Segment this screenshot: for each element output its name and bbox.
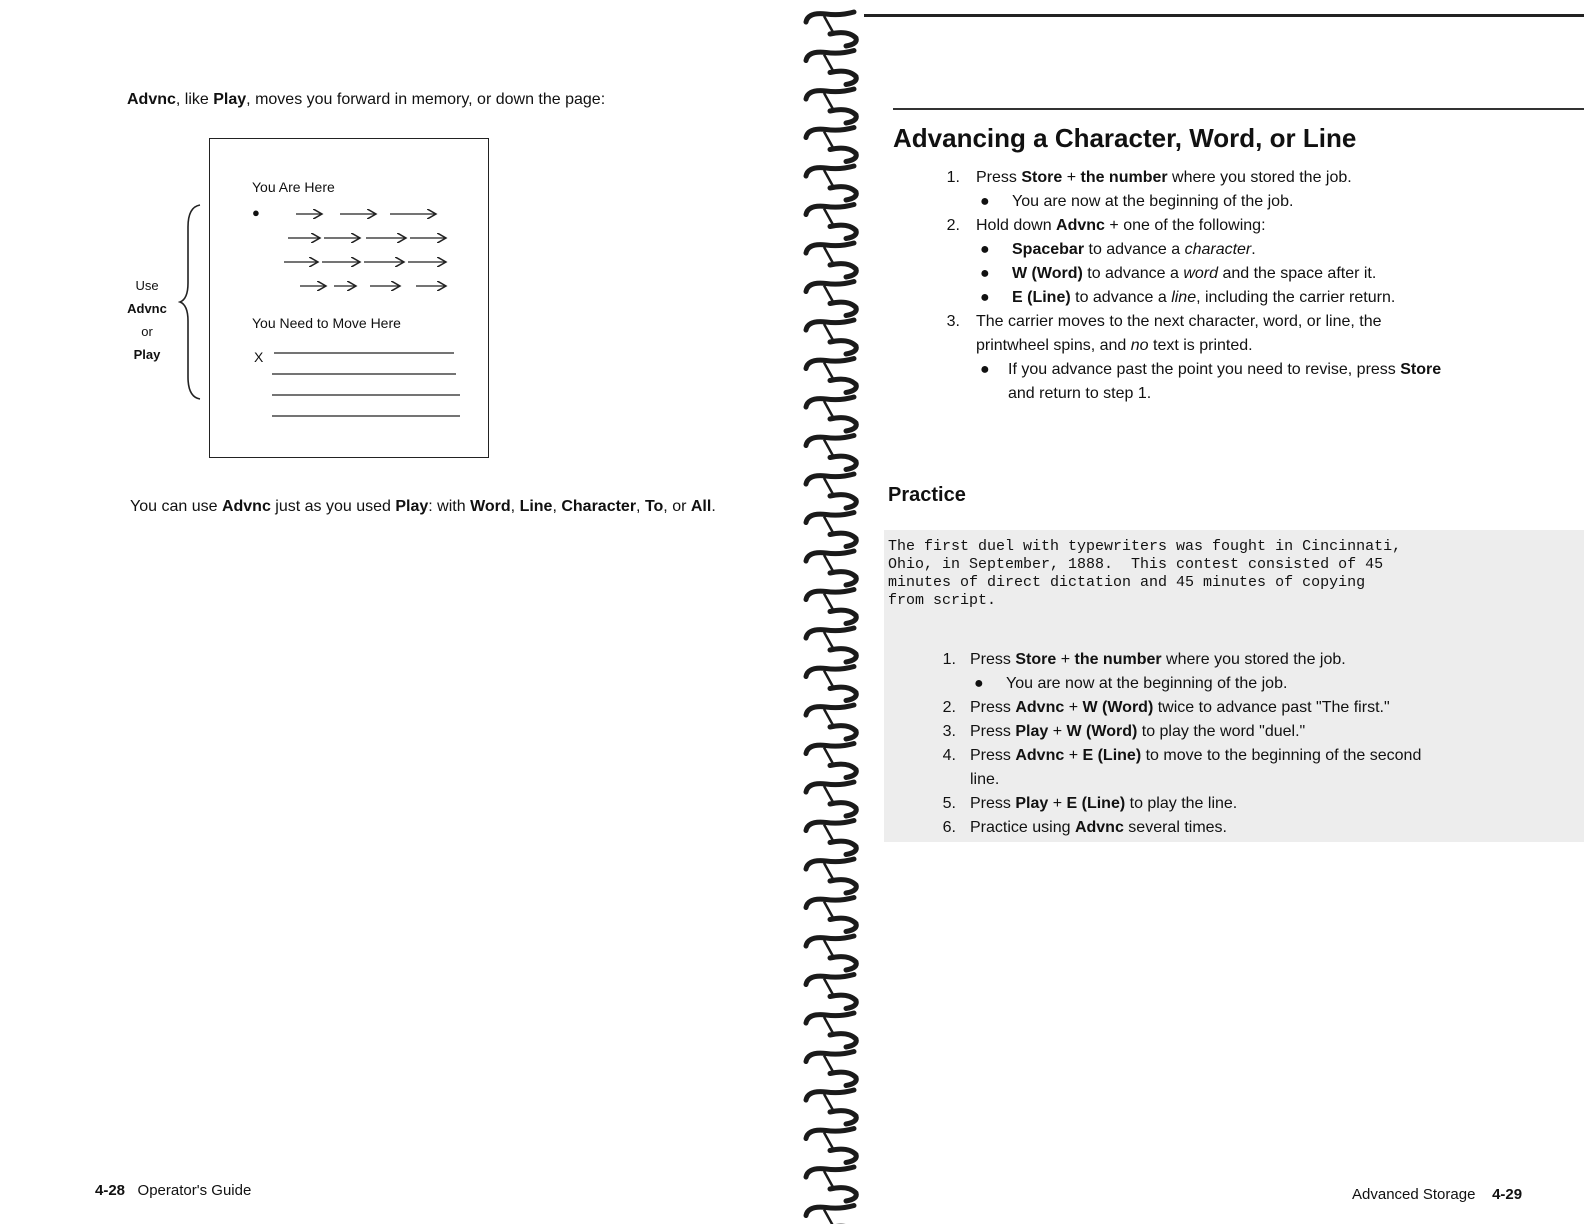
- spiral-coil: [806, 628, 856, 662]
- left-page-footer: [95, 1182, 251, 1199]
- you-are-here-label: You Are Here: [252, 179, 335, 195]
- spiral-coil: [806, 1090, 856, 1124]
- practice-sample-text: The first duel with typewriters was fought in Cincinnati, Ohio, in September, 1888. This contest consisted of 45 minutes of direct dictation and 45 minutes of copying from script.: [888, 538, 1402, 609]
- destination-mark: X: [254, 349, 264, 365]
- spiral-coil: [806, 397, 856, 431]
- practice-step-4: 4. Press Advnc + E (Line) to move to the beginning of the second: [942, 747, 1422, 764]
- spiral-coil: [806, 551, 856, 585]
- spiral-coil: [806, 1052, 856, 1086]
- practice-step-1-bullet: ● You are now at the beginning of the job.: [974, 675, 1288, 692]
- page-number: 4-28: [95, 1182, 126, 1199]
- spiral-coil: [806, 1013, 856, 1047]
- spiral-coil: [806, 1129, 856, 1163]
- spiral-coil: [806, 513, 856, 547]
- step-2-option-spacebar: ● Spacebar to advance a character.: [980, 241, 1256, 258]
- spiral-coil: [806, 975, 856, 1009]
- section-rule: [893, 108, 1584, 110]
- footer-title: Operator's Guide: [137, 1182, 252, 1199]
- spiral-coil: [806, 89, 856, 123]
- spiral-coil: [806, 359, 856, 393]
- spiral-coil: [806, 590, 856, 624]
- practice-step-1: 1. Press Store + the number where you stored the job.: [942, 651, 1346, 668]
- spiral-coil: [806, 243, 856, 277]
- step-2-option-line: ● E (Line) to advance a line, including the carrier return.: [980, 289, 1396, 306]
- text-lines-icon: [210, 339, 480, 429]
- spiral-coil: [806, 821, 856, 855]
- step-2: 2. Hold down Advnc + one of the following:: [946, 217, 1266, 234]
- intro-sentence: Advnc, like Play, moves you forward in memory, or down the page:: [127, 91, 606, 108]
- step-3-bullet-continued: and return to step 1.: [1008, 385, 1152, 402]
- spiral-coil: [806, 898, 856, 932]
- spiral-binding-icon: [800, 0, 874, 1224]
- practice-step-5: 5. Press Play + E (Line) to play the line.: [942, 795, 1238, 812]
- practice-step-4-continued: line.: [970, 771, 1000, 788]
- spiral-coil: [806, 282, 856, 316]
- practice-steps-list: [934, 648, 1574, 840]
- spiral-coil: [806, 859, 856, 893]
- spiral-coil: [806, 782, 856, 816]
- step-2-option-word: ● W (Word) to advance a word and the space after it.: [980, 265, 1377, 282]
- arrow-rows-icon: [210, 199, 480, 299]
- spiral-coil: [806, 705, 856, 739]
- step-3-continued: printwheel spins, and no text is printed.: [976, 337, 1253, 354]
- spiral-coil: [806, 320, 856, 354]
- spiral-coil: [806, 936, 856, 970]
- step-1-bullet: ● You are now at the beginning of the job.: [980, 193, 1294, 210]
- usage-paragraph: You can use Advnc just as you used Play: with Word, Line, Character, To, or All.: [130, 498, 716, 515]
- step-1: 1. Press Store + the number where you stored the job.: [946, 169, 1352, 186]
- left-page: [0, 0, 790, 1224]
- spiral-coil: [806, 51, 856, 85]
- top-page-rule: [864, 14, 1584, 17]
- section-heading: Advancing a Character, Word, or Line: [893, 123, 1357, 153]
- need-to-move-label: You Need to Move Here: [252, 315, 401, 331]
- spiral-coil: [806, 1206, 856, 1224]
- curly-brace-icon: [178, 203, 204, 401]
- footer-title: Advanced Storage: [1352, 1186, 1476, 1203]
- practice-step-6: 6. Practice using Advnc several times.: [942, 819, 1227, 836]
- step-3-bullet: ● If you advance past the point you need to revise, press Store: [980, 361, 1442, 378]
- practice-step-2: 2. Press Advnc + W (Word) twice to advance past "The first.": [942, 699, 1390, 716]
- spiral-coil: [806, 744, 856, 778]
- memory-diagram: [209, 138, 489, 458]
- spiral-coil: [806, 128, 856, 162]
- spiral-coil: [806, 1167, 856, 1201]
- steps-list: [938, 166, 1578, 406]
- practice-heading: Practice: [888, 484, 966, 506]
- spiral-coil: [806, 436, 856, 470]
- spiral-coil: [806, 667, 856, 701]
- practice-step-3: 3. Press Play + W (Word) to play the word "duel.": [942, 723, 1306, 740]
- spiral-coil: [806, 474, 856, 508]
- spiral-coil: [806, 166, 856, 200]
- start-dot-icon: ●: [252, 205, 260, 220]
- page-number: 4-29: [1492, 1186, 1523, 1203]
- step-3: 3. The carrier moves to the next character, word, or line, the: [946, 313, 1382, 330]
- diagram-side-label: Use Advnc or Play: [127, 278, 167, 362]
- right-page-footer: [1352, 1186, 1522, 1203]
- spiral-coil: [806, 12, 856, 46]
- spiral-coil: [806, 205, 856, 239]
